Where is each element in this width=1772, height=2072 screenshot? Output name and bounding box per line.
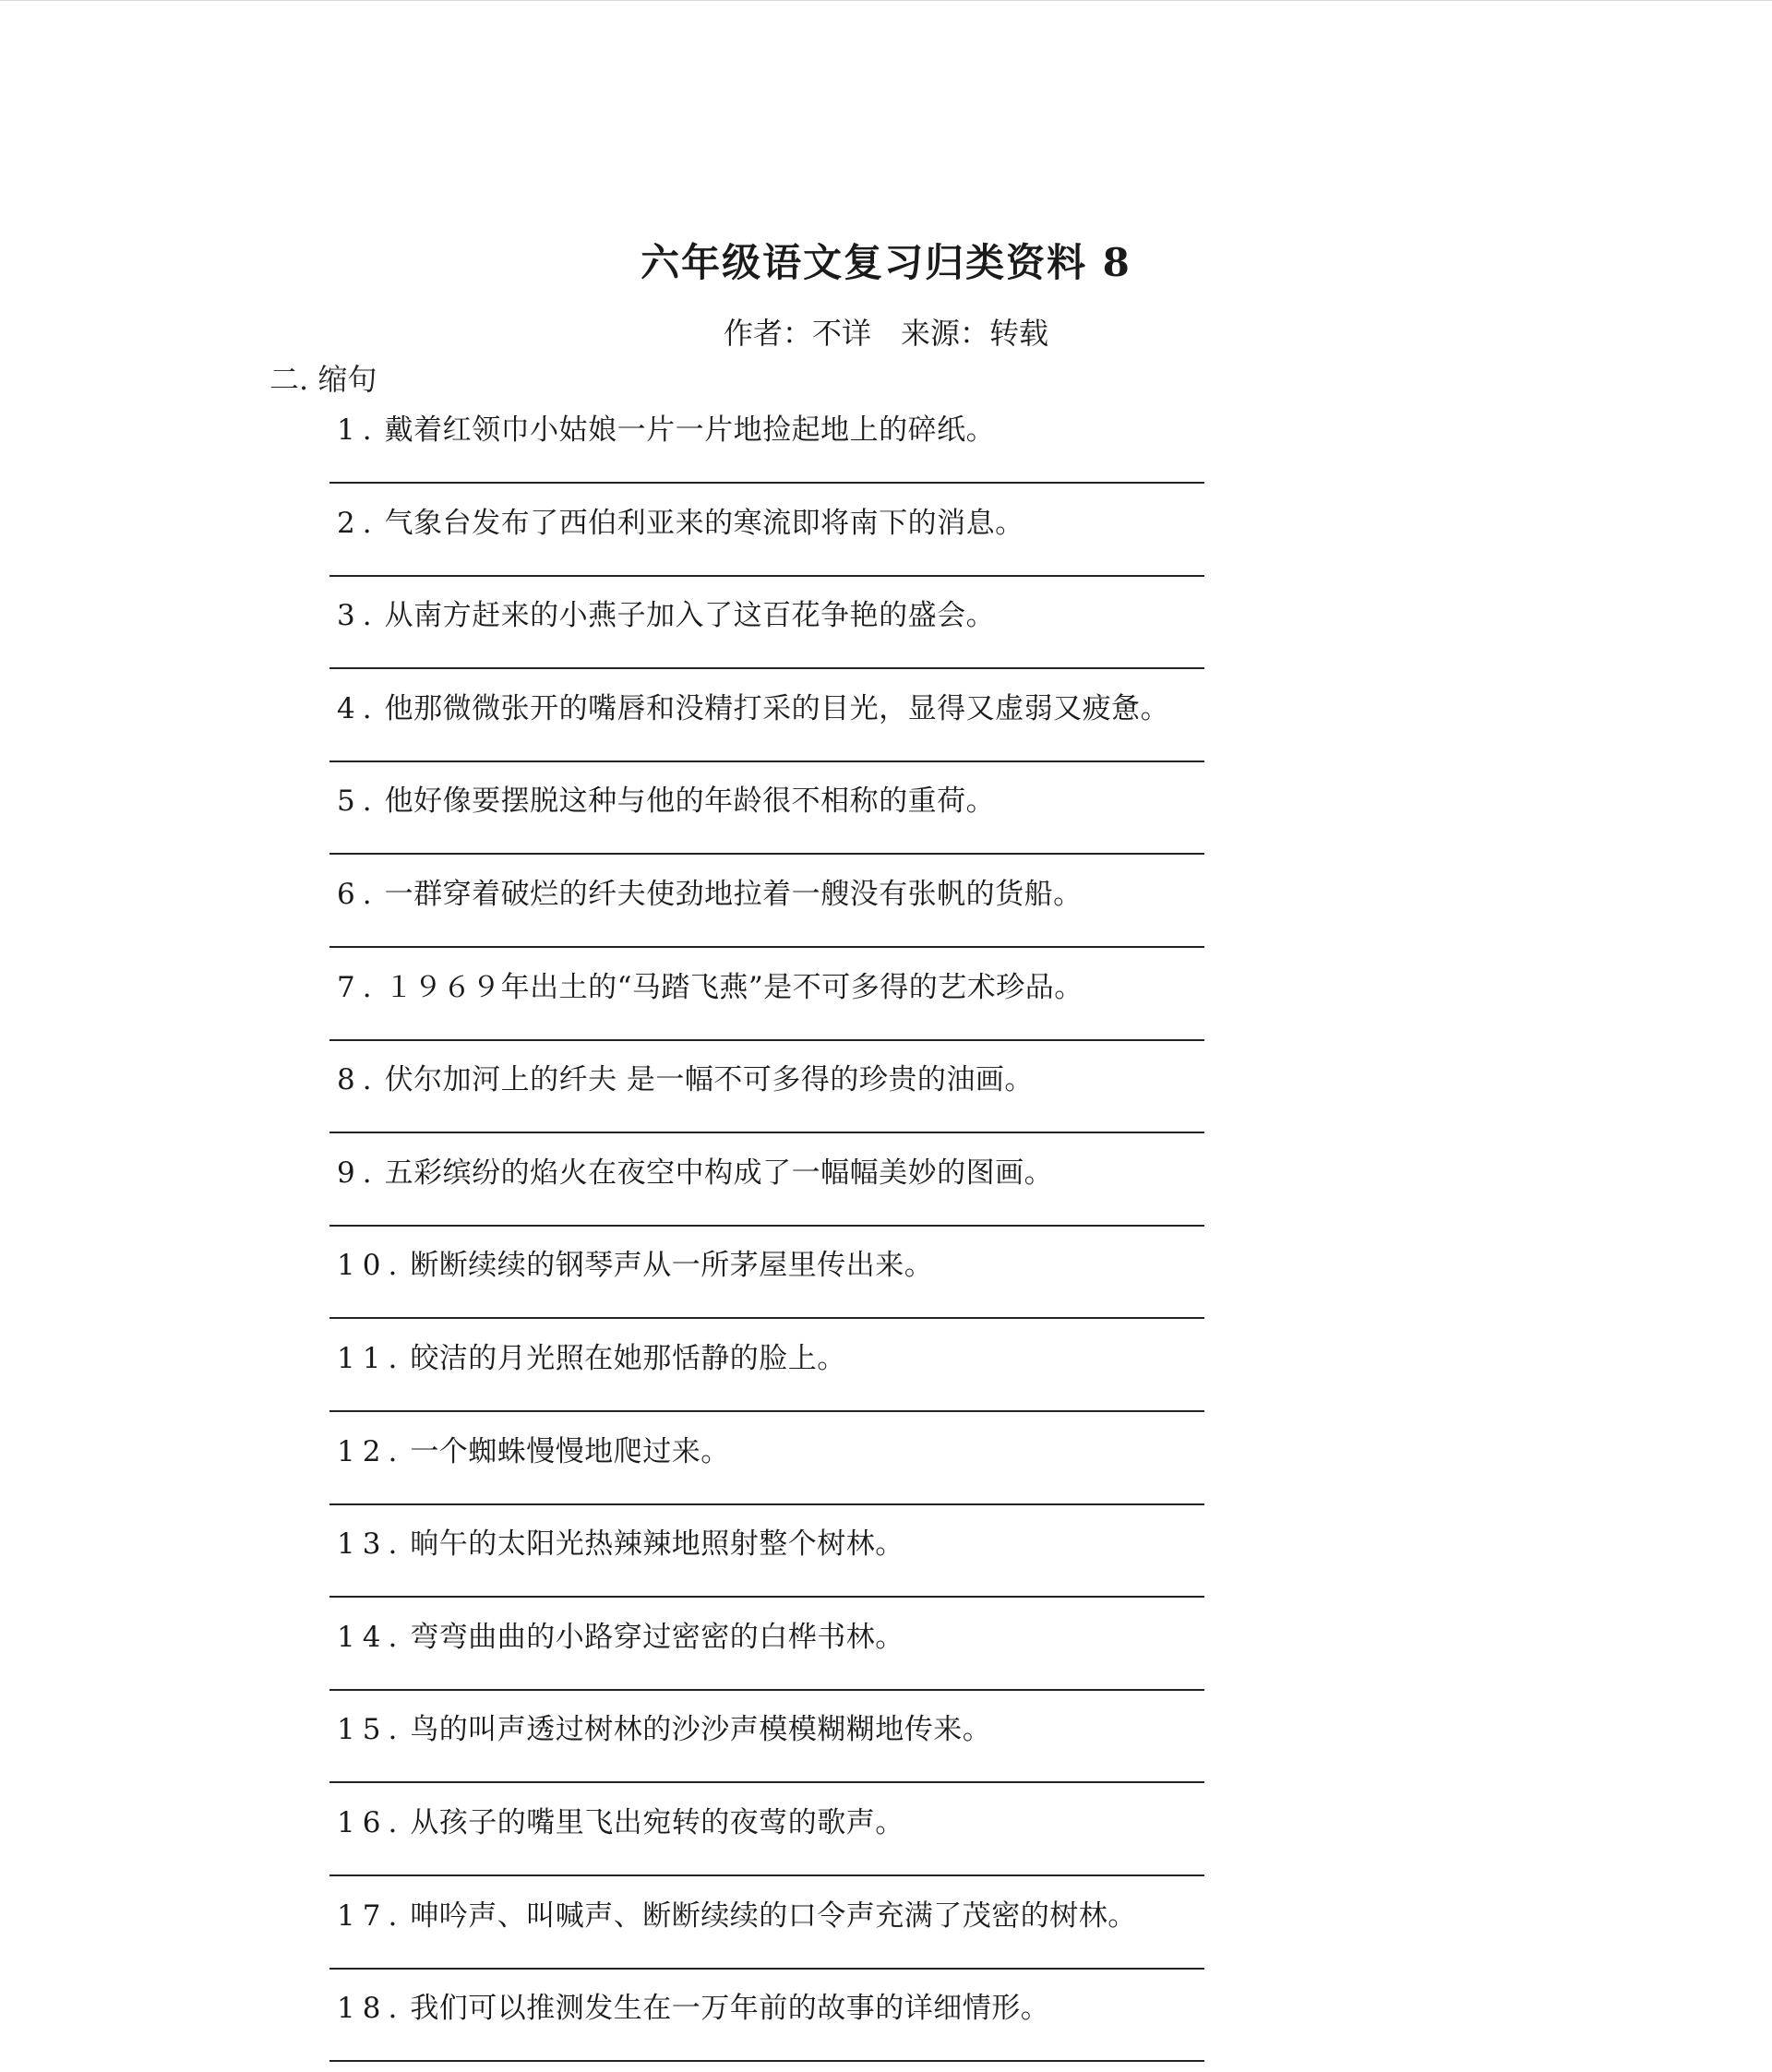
exercise-item <box>329 865 1252 958</box>
exercise-text: 他那微微张开的嘴唇和没精打采的目光，显得又虚弱又疲惫。 <box>384 691 1170 725</box>
exercise-sentence <box>337 1613 904 1655</box>
answer-line[interactable] <box>329 1596 1204 1598</box>
exercise-text: 我们可以推测发生在一万年前的故事的详细情形。 <box>410 1992 1050 2026</box>
exercise-sentence <box>337 777 995 819</box>
answer-line[interactable] <box>329 482 1204 484</box>
exercise-text: 他好像要摆脱这种与他的年龄很不相称的重荷。 <box>384 784 996 819</box>
exercise-text: 鸟的叫声透过树林的沙沙声模模糊糊地传来。 <box>410 1713 992 1747</box>
exercise-item <box>329 401 1252 494</box>
exercise-text: 弯弯曲曲的小路穿过密密的白桦书林。 <box>410 1620 904 1654</box>
exercise-item <box>329 1144 1252 1237</box>
exercise-text: 一群穿着破烂的纤夫使劲地拉着一艘没有张帆的货船。 <box>384 877 1083 911</box>
exercise-item <box>329 958 1252 1051</box>
exercise-number: 17. <box>337 1898 405 1933</box>
exercise-sentence <box>337 1335 846 1376</box>
exercise-item <box>329 1236 1252 1329</box>
exercise-number: 15. <box>337 1713 405 1747</box>
exercise-text: 戴着红领巾小姑娘一片一片地捡起地上的碎纸。 <box>384 413 996 447</box>
exercise-item <box>329 1700 1252 1793</box>
exercise-sentence <box>337 1520 904 1562</box>
answer-line[interactable] <box>329 1039 1204 1041</box>
exercise-number: 14. <box>337 1620 405 1654</box>
exercise-number: 1. <box>337 413 379 447</box>
exercise-sentence <box>337 1799 904 1840</box>
exercise-sentence <box>337 1892 1137 1934</box>
answer-line[interactable] <box>329 853 1204 855</box>
exercise-sentence <box>337 406 995 448</box>
answer-line[interactable] <box>329 1317 1204 1319</box>
exercise-text: 伏尔加河上的纤夫 是一幅不可多得的珍贵的油画。 <box>384 1063 1034 1097</box>
exercise-number: 12. <box>337 1434 405 1468</box>
answer-line[interactable] <box>329 2060 1204 2062</box>
exercise-item <box>329 1979 1252 2072</box>
exercise-number: 10. <box>337 1249 405 1283</box>
exercise-number: 4. <box>337 691 379 725</box>
exercise-text: 五彩缤纷的焰火在夜空中构成了一幅幅美妙的图画。 <box>384 1156 1054 1190</box>
exercise-number: 6. <box>337 877 379 911</box>
exercise-item <box>329 772 1252 865</box>
exercise-text: 呻吟声、叫喊声、断断续续的口令声充满了茂密的树林。 <box>410 1898 1137 1933</box>
exercise-text: 从孩子的嘴里飞出宛转的夜莺的歌声。 <box>410 1805 904 1839</box>
exercise-sentence <box>337 499 1024 541</box>
exercise-number: 16. <box>337 1805 405 1839</box>
answer-line[interactable] <box>329 946 1204 948</box>
exercise-text: 气象台发布了西伯利亚来的寒流即将南下的消息。 <box>384 506 1024 540</box>
exercise-item <box>329 1608 1252 1701</box>
exercise-number: 8. <box>337 1063 379 1097</box>
section-heading: 二. 缩句 <box>269 362 377 397</box>
exercise-sentence <box>337 1428 730 1469</box>
exercise-item <box>329 1886 1252 1980</box>
answer-line[interactable] <box>329 1410 1204 1412</box>
answer-line[interactable] <box>329 761 1204 762</box>
exercise-text: 断断续续的钢琴声从一所茅屋里传出来。 <box>410 1249 934 1283</box>
exercise-sentence <box>337 870 1083 912</box>
exercise-number: 13. <box>337 1527 405 1562</box>
exercise-item <box>329 1050 1252 1144</box>
answer-line[interactable] <box>329 575 1204 577</box>
document-title: 六年级语文复习归类资料 8 <box>641 240 1131 285</box>
answer-line[interactable] <box>329 1874 1204 1876</box>
exercise-sentence <box>337 1984 1049 2026</box>
answer-line[interactable] <box>329 1132 1204 1133</box>
answer-line[interactable] <box>329 1503 1204 1505</box>
exercise-number: 18. <box>337 1992 405 2026</box>
answer-line[interactable] <box>329 1968 1204 1970</box>
exercise-text: 从南方赶来的小燕子加入了这百花争艳的盛会。 <box>384 599 996 633</box>
exercise-item <box>329 494 1252 587</box>
exercise-sentence <box>337 1706 991 1747</box>
exercise-text: 晌午的太阳光热辣辣地照射整个树林。 <box>410 1527 904 1562</box>
exercise-sentence <box>337 592 995 633</box>
exercise-sentence <box>337 964 1084 1005</box>
exercise-sentence <box>337 685 1169 726</box>
exercise-sentence <box>337 1241 933 1283</box>
answer-line[interactable] <box>329 1781 1204 1783</box>
exercise-item <box>329 1422 1252 1515</box>
document-byline: 作者：不详 来源：转载 <box>723 316 1048 351</box>
exercise-number: 7. <box>337 970 379 1004</box>
exercise-item <box>329 1329 1252 1422</box>
exercise-text: １９６９年出土的“马踏飞燕”是不可多得的艺术珍品。 <box>384 970 1084 1004</box>
exercise-number: 11. <box>337 1341 405 1375</box>
exercise-item <box>329 679 1252 773</box>
page-top-border <box>0 0 1772 1</box>
exercise-number: 5. <box>337 784 379 819</box>
answer-line[interactable] <box>329 1225 1204 1227</box>
exercise-number: 3. <box>337 599 379 633</box>
exercise-item <box>329 586 1252 679</box>
answer-line[interactable] <box>329 1689 1204 1691</box>
exercise-number: 9. <box>337 1156 379 1190</box>
exercise-sentence <box>337 1149 1053 1191</box>
exercise-list <box>329 401 1252 2072</box>
exercise-item <box>329 1515 1252 1608</box>
exercise-sentence <box>337 1056 1034 1097</box>
exercise-number: 2. <box>337 506 379 540</box>
answer-line[interactable] <box>329 667 1204 669</box>
exercise-item <box>329 1793 1252 1886</box>
exercise-text: 一个蜘蛛慢慢地爬过来。 <box>410 1434 730 1468</box>
exercise-text: 皎洁的月光照在她那恬静的脸上。 <box>410 1341 846 1375</box>
